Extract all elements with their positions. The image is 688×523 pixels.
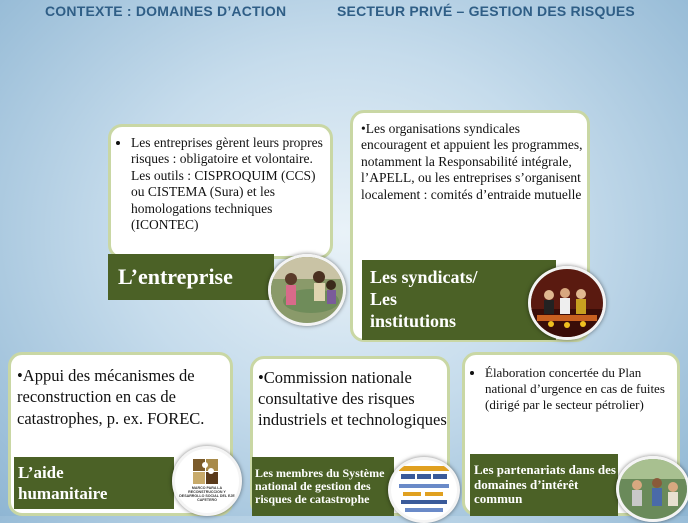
label-entreprise: L’entreprise (108, 254, 274, 300)
syndicats-photo-image (531, 269, 603, 337)
entreprise-photo-image (271, 257, 343, 323)
syndicats-text: •Les organisations syndicales encouragent et appuient les programmes, notamment la Responsabilité intégrale, l’APELL, ou les entreprises s’organisent localement : comités d’entraide mutuelle (361, 121, 583, 202)
commission-text: •Commission nationale consultative des risques industriels et technologiques (258, 368, 447, 430)
entreprise-line-1: Les entreprises gèrent leurs propres risques : obligatoire et volontaire. (131, 135, 323, 167)
label-aide-line-2: humanitaire (18, 484, 108, 503)
header-right: SECTEUR PRIVÉ – GESTION DES RISQUES (337, 3, 635, 19)
diagram-icon (391, 460, 457, 520)
partenariats-photo (616, 456, 688, 522)
card-entreprise-text (117, 135, 329, 234)
label-partenariats: Les partenariats dans des domaines d’intérêt commun (470, 454, 618, 516)
aide-logo-caption: MARCO PARA LA RECONSTRUCCION Y DESARROLLO SOCIAL DEL EJE CAFETERO (179, 486, 235, 502)
label-aide (14, 457, 174, 509)
label-syndicats-line-3: institutions (370, 310, 457, 331)
syndicats-photo (528, 266, 606, 340)
entreprise-line-2: Les outils : CISPROQUIM (CCS) ou CISTEMA (Sura) et les homologations techniques (ICONTEC) (131, 167, 316, 233)
entreprise-photo (268, 254, 346, 326)
aide-logo (172, 446, 242, 516)
label-syndicats-line-2: Les (370, 289, 397, 310)
commission-diagram (388, 457, 460, 523)
label-aide-line-1: L’aide (18, 462, 64, 482)
partenariats-photo-image (619, 459, 687, 519)
partenariats-text (471, 365, 676, 413)
card-entreprise (108, 124, 333, 259)
label-commission: Les membres du Système national de gestion des risques de catastrophe (252, 457, 394, 516)
header-left: CONTEXTE : DOMAINES D’ACTION (45, 3, 287, 19)
entreprise-bullet (131, 135, 329, 234)
label-syndicats (362, 260, 556, 340)
partenariats-bullet: • Élaboration concertée du Plan national d’urgence en cas de fuites (dirigé par le secteur pétrolier) (485, 365, 676, 413)
aide-text: •Appui des mécanismes de reconstruction en cas de catastrophes, p. ex. FOREC. (17, 366, 205, 428)
label-syndicats-line-1: Les syndicats/ (370, 267, 478, 288)
